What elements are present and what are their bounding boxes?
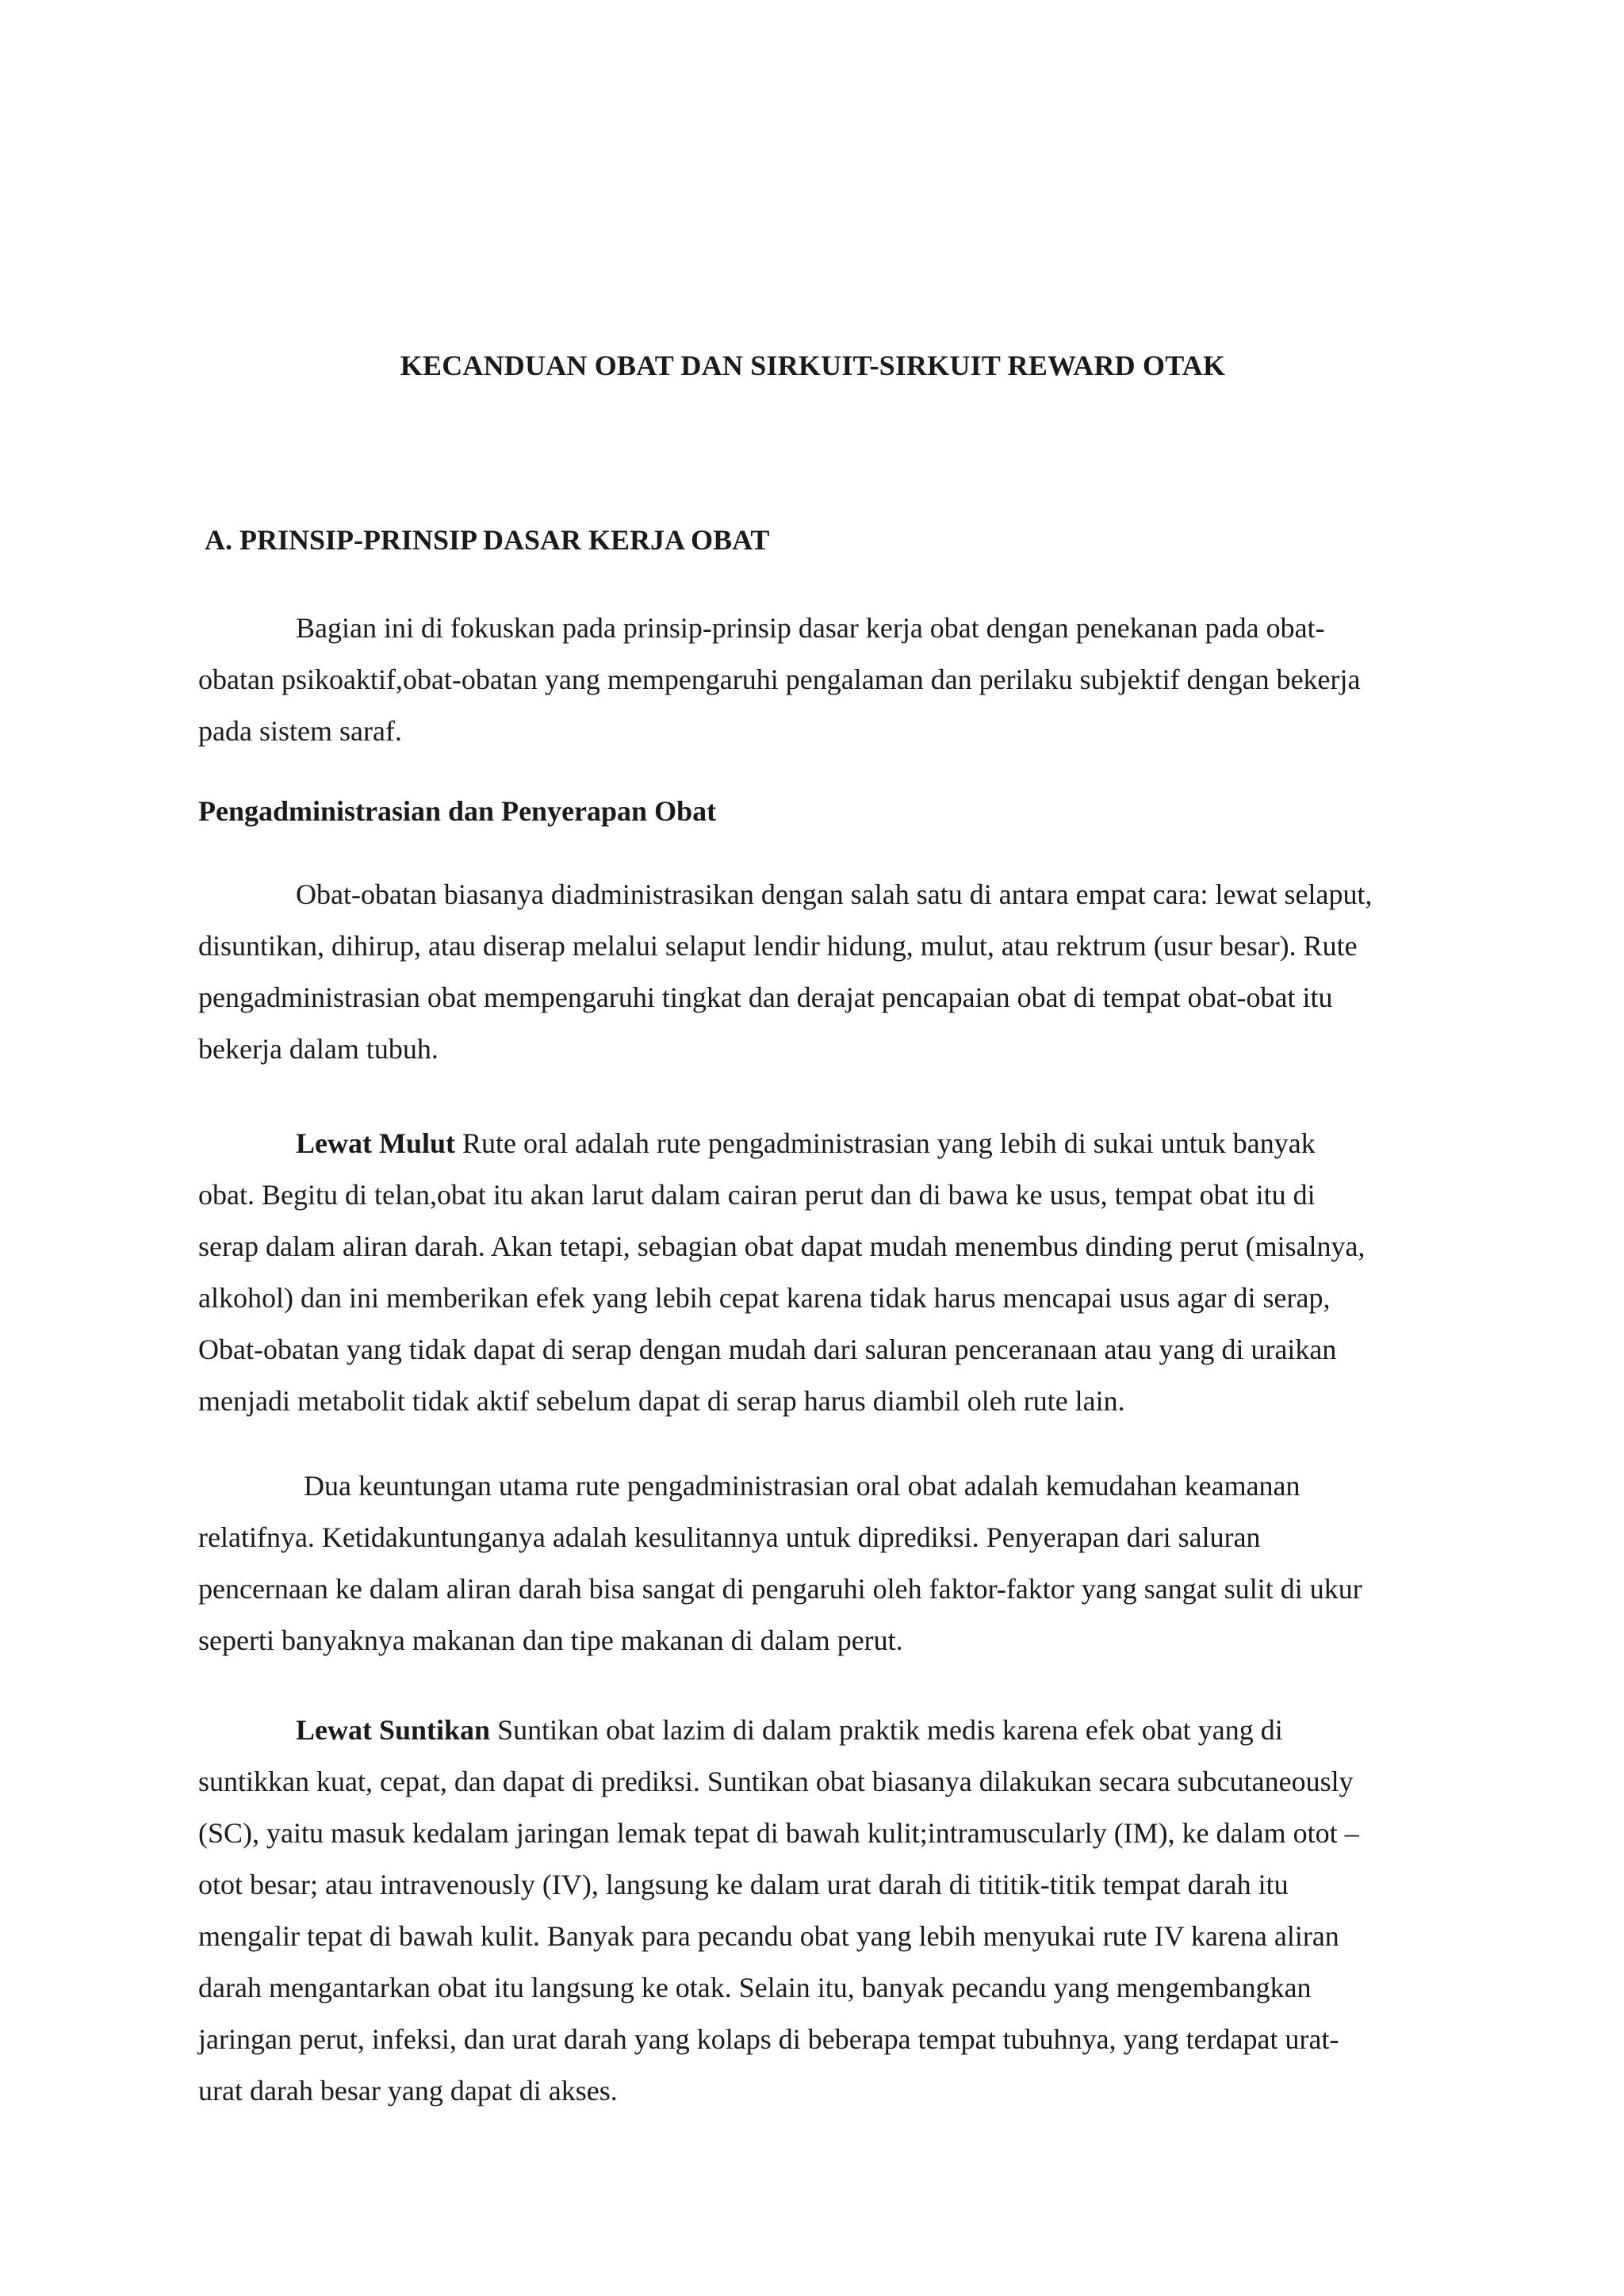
paragraph-line: obat. Begitu di telan,obat itu akan larut dalam cairan perut dan di bawa ke usus, tempat obat itu di (198, 1179, 1316, 1211)
paragraph-line: alkohol) dan ini memberikan efek yang lebih cepat karena tidak harus mencapai usus agar di serap, (198, 1282, 1331, 1314)
paragraph-administration (198, 869, 1435, 1075)
paragraph-line: pada sistem saraf. (198, 715, 402, 747)
paragraph-oral-advantages (198, 1460, 1435, 1667)
paragraph-line: Obat-obatan biasanya diadministrasikan dengan salah satu di antara empat cara: lewat selaput, (296, 878, 1373, 910)
paragraph-line: Obat-obatan yang tidak dapat di serap dengan mudah dari saluran penceranaan atau yang di uraikan (198, 1334, 1337, 1365)
paragraph-line: serap dalam aliran darah. Akan tetapi, sebagian obat dapat mudah menembus dinding perut (misalnya, (198, 1230, 1365, 1262)
subsection-heading: Pengadministrasian dan Penyerapan Obat (198, 795, 717, 827)
paragraph-line: Bagian ini di fokuskan pada prinsip-prinsip dasar kerja obat dengan penekanan pada obat- (296, 612, 1325, 644)
paragraph-line: suntikkan kuat, cepat, dan dapat di prediksi. Suntikan obat biasanya dilakukan secara subcutaneously (198, 1766, 1354, 1797)
paragraph-line: darah mengantarkan obat itu langsung ke otak. Selain itu, banyak pecandu yang mengembangkan (198, 1972, 1312, 2003)
paragraph-line: relatifnya. Ketidakuntunganya adalah kesulitannya untuk diprediksi. Penyerapan dari saluran (198, 1521, 1261, 1553)
paragraph-line (198, 1705, 1435, 1756)
paragraph-line: obatan psikoaktif,obat-obatan yang mempengaruhi pengalaman dan perilaku subjektif dengan bekerja (198, 664, 1361, 695)
paragraph-line: otot besar; atau intravenously (IV), langsung ke dalam urat darah di tititik-titik tempat darah itu (198, 1869, 1289, 1900)
inline-subheading-oral: Lewat Mulut (296, 1127, 455, 1159)
paragraph-line: disuntikan, dihirup, atau diserap melalui selaput lendir hidung, mulut, atau rektrum (usur besar). Rute (198, 930, 1358, 962)
paragraph-intro (198, 603, 1435, 757)
paragraph-line: mengalir tepat di bawah kulit. Banyak para pecandu obat yang lebih menyukai rute IV karena aliran (198, 1920, 1339, 1952)
paragraph-line: menjadi metabolit tidak aktif sebelum dapat di serap harus diambil oleh rute lain. (198, 1385, 1125, 1417)
paragraph-line (198, 1118, 1435, 1169)
paragraph-oral-route (198, 1118, 1435, 1427)
inline-subheading-injection: Lewat Suntikan (296, 1714, 491, 1746)
paragraph-line: seperti banyaknya makanan dan tipe makanan di dalam perut. (198, 1624, 903, 1656)
paragraph-line: bekerja dalam tubuh. (198, 1033, 439, 1065)
paragraph-line: (SC), yaitu masuk kedalam jaringan lemak tepat di bawah kulit;intramuscularly (IM), ke dalam otot – (198, 1817, 1359, 1849)
paragraph-line: Dua keuntungan utama rute pengadministrasian oral obat adalah kemudahan keamanan (304, 1470, 1300, 1502)
paragraph-line: urat darah besar yang dapat di akses. (198, 2075, 618, 2107)
paragraph-text: Suntikan obat lazim di dalam praktik medis karena efek obat yang di (490, 1714, 1283, 1746)
paragraph-line: jaringan perut, infeksi, dan urat darah yang kolaps di beberapa tempat tubuhnya, yang terdapat urat- (198, 2023, 1339, 2055)
paragraph-line: pengadministrasian obat mempengaruhi tingkat dan derajat pencapaian obat di tempat obat-obat itu (198, 982, 1333, 1013)
page-title: KECANDUAN OBAT DAN SIRKUIT-SIRKUIT REWARD OTAK (400, 350, 1226, 381)
paragraph-text: Rute oral adalah rute pengadministrasian yang lebih di sukai untuk banyak (455, 1127, 1316, 1159)
paragraph-line: pencernaan ke dalam aliran darah bisa sangat di pengaruhi oleh faktor-faktor yang sangat sulit di ukur (198, 1573, 1362, 1605)
paragraph-injection-route (198, 1705, 1435, 2117)
section-heading-a: A. PRINSIP-PRINSIP DASAR KERJA OBAT (205, 524, 770, 556)
